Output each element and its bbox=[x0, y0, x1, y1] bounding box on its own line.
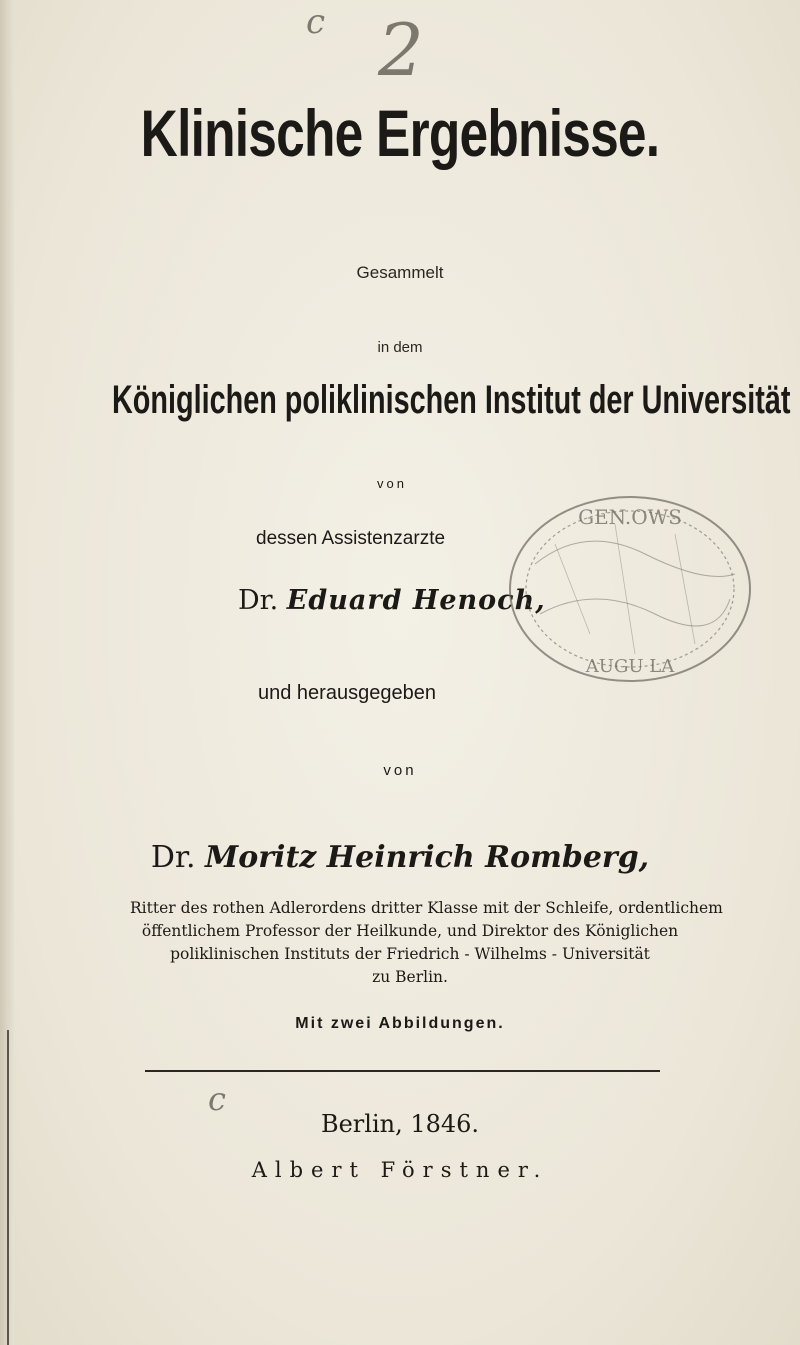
author-bio bbox=[130, 897, 723, 989]
bio-line: zu Berlin. bbox=[372, 968, 448, 986]
pencil-mark-2: 2 bbox=[378, 8, 424, 92]
von-text-1: von bbox=[377, 476, 407, 491]
page-title: Klinische Ergebnisse. bbox=[140, 96, 660, 170]
publisher: Albert Förstner. bbox=[251, 1158, 549, 1182]
author-line bbox=[0, 840, 800, 875]
divider-rule bbox=[145, 1070, 660, 1072]
illustrations-note: Mit zwei Abbildungen. bbox=[295, 1015, 505, 1032]
pencil-mark-c: c bbox=[306, 2, 326, 42]
bio-line: poliklinischen Instituts der Friedrich - Wilhelms - Universität bbox=[170, 945, 650, 963]
assistant-prefix: Dr. bbox=[238, 585, 279, 616]
stamp-text-top: GEN.OWS bbox=[578, 505, 682, 529]
bio-line: Ritter des rothen Adlerordens dritter Klasse mit der Schleife, ordentlichem bbox=[130, 899, 723, 917]
von-text-2: von bbox=[383, 762, 417, 779]
assistant-line: dessen Assistenzarzte bbox=[256, 528, 446, 549]
bio-line: öffentlichem Professor der Heilkunde, und Direktor des Königlichen bbox=[141, 922, 679, 940]
binding-line bbox=[7, 1030, 9, 1345]
gesammelt-text: Gesammelt bbox=[356, 263, 444, 282]
institute-heading: Königlichen poliklinischen Institut der Universität bbox=[112, 378, 791, 422]
author-prefix: Dr. bbox=[150, 840, 196, 875]
stamp-text-bottom: AUGU LA bbox=[585, 656, 675, 677]
herausgegeben-text: und herausgegeben bbox=[258, 682, 436, 704]
library-stamp bbox=[495, 484, 765, 694]
place-year: Berlin, 1846. bbox=[320, 1110, 480, 1138]
in-dem-text: in dem bbox=[377, 339, 423, 356]
pencil-mark-c2: c bbox=[208, 1080, 226, 1118]
assistant-name: Eduard Henoch, bbox=[286, 585, 546, 616]
author-name: Moritz Heinrich Romberg, bbox=[205, 840, 650, 875]
